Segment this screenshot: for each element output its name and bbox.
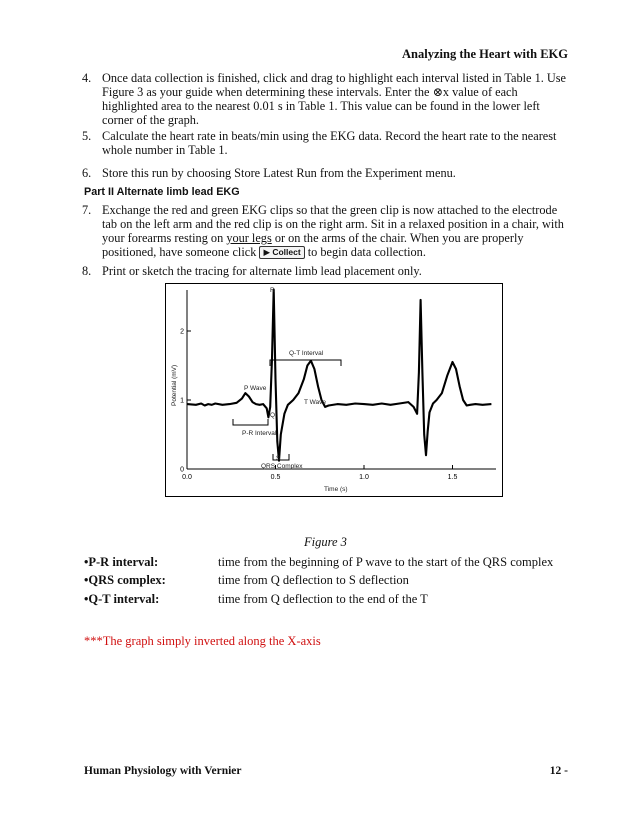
x-tick-label: 0.5 [270, 474, 281, 481]
pr-bracket [233, 419, 268, 425]
step-text [102, 203, 574, 259]
step-number: 7. [82, 203, 92, 217]
label-qrs-complex: QRS Complex [261, 463, 303, 470]
label-t-wave: T Wave [304, 399, 327, 406]
label-pr-interval: P-R Interval [242, 430, 277, 437]
label-q: Q [270, 412, 276, 419]
x-tick-label: 1.5 [447, 474, 458, 481]
step-5 [84, 129, 574, 159]
x-tick-label: 0.0 [182, 474, 192, 481]
label-s: S [276, 455, 281, 462]
footer-page-number: 12 - [549, 765, 568, 777]
label-r: R [270, 287, 275, 294]
ekg-figure [165, 283, 503, 497]
step-8 [84, 264, 574, 280]
footer-title: Human Physiology with Vernier [84, 765, 242, 777]
y-tick-label: 0 [180, 466, 184, 474]
step-text: Store this run by choosing Store Latest Run from the Experiment menu. [102, 166, 456, 180]
definition-text: time from Q deflection to the end of the T [218, 592, 428, 606]
collect-button[interactable]: ▶ Collect [259, 246, 304, 259]
step-text: Once data collection is finished, click and drag to highlight each interval listed in Table 1. Use Figure 3 as your guide when determining these intervals. Enter the ⊗x value of each highlighted area to the nearest 0.01 s in Table 1. This value can be found in the lower left corner of the graph. [102, 71, 567, 127]
ekg-chart [166, 284, 502, 496]
definition-text: time from Q deflection to S deflection [218, 573, 409, 587]
step-text: Print or sketch the tracing for alternate limb lead placement only. [102, 264, 422, 278]
chart-axes [187, 290, 496, 469]
label-p-wave: P Wave [244, 385, 267, 392]
qt-bracket [270, 360, 341, 366]
step-text: Calculate the heart rate in beats/min using the EKG data. Record the heart rate to the nearest whole number in Table 1. [102, 129, 557, 157]
y-tick-label: 1 [180, 397, 184, 405]
step-number: 5. [82, 129, 92, 143]
step-number: 6. [82, 166, 92, 180]
page-header-title: Analyzing the Heart with EKG [402, 47, 568, 61]
y-tick-label: 2 [180, 328, 184, 336]
step-7 [84, 203, 574, 261]
step-number: 4. [82, 71, 92, 85]
step-7-text-b: or on the arms of the chair. When you are properly positioned, have someone click [102, 231, 524, 259]
step-4 [84, 71, 574, 127]
part-heading: Part II Alternate limb lead EKG [84, 186, 240, 198]
definition-text: time from the beginning of P wave to the start of the QRS complex [218, 555, 554, 569]
step-6 [84, 166, 574, 182]
label-qt-interval: Q-T Interval [289, 350, 324, 357]
definition-term: •P-R interval: [84, 555, 159, 569]
step-7-underlined: your legs [226, 231, 272, 245]
y-axis-label: Potential (mV) [171, 364, 178, 406]
step-7-text-a: Exchange the red and green EKG clips so that the green clip is now attached to the electrode tab on the left arm and the red clip is on the right arm. Sit in a relaxed position in a chair, with your forearms resting on [102, 203, 564, 245]
definition-term: •Q-T interval: [84, 592, 160, 606]
figure-caption: Figure 3 [304, 535, 347, 549]
ekg-trace [187, 290, 491, 461]
step-7-text-c: to begin data collection. [304, 245, 426, 259]
x-tick-label: 1.0 [359, 474, 369, 481]
definition-term: •QRS complex: [84, 573, 166, 587]
x-axis-label: Time (s) [324, 486, 348, 493]
note-text: ***The graph simply inverted along the X-axis [84, 634, 321, 648]
step-number: 8. [82, 264, 92, 278]
